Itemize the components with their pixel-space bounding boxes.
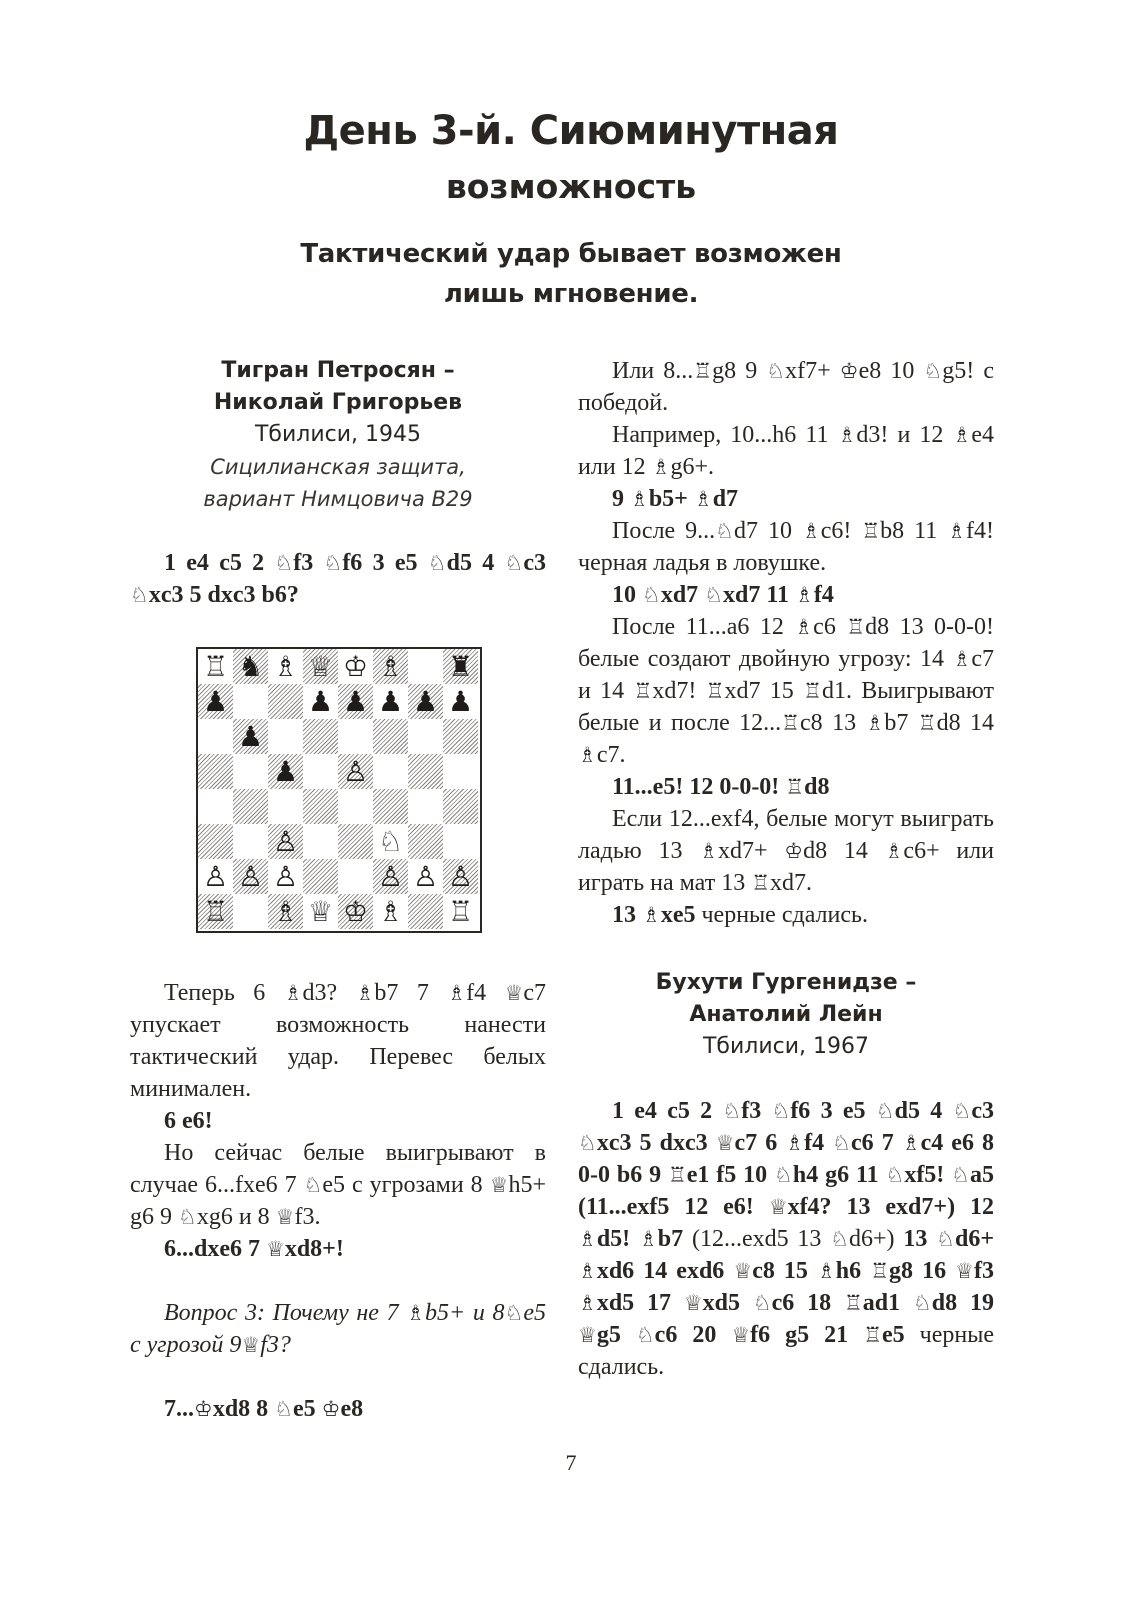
knight-icon: ♘ bbox=[830, 1227, 850, 1251]
square-h2 bbox=[443, 859, 478, 894]
rook-icon: ♖ bbox=[633, 679, 653, 703]
bishop-icon: ♗ bbox=[794, 615, 814, 639]
square-b6 bbox=[233, 719, 268, 754]
square-d8 bbox=[303, 649, 338, 684]
rook-icon: ♖ bbox=[843, 1291, 863, 1315]
white-bishop-icon: ♗ bbox=[377, 649, 404, 683]
commentary-paragraph: Или 8...♖g8 9 ♘xf7+ ♔e8 10 ♘g5! с победой. bbox=[578, 358, 995, 416]
subtitle-line1: Тактический удар бывает возможен bbox=[300, 239, 842, 269]
rook-icon: ♖ bbox=[785, 775, 805, 799]
game2-result: черные сдались. bbox=[578, 1322, 995, 1380]
square-e1 bbox=[338, 894, 373, 929]
queen-icon: ♕ bbox=[266, 1237, 285, 1261]
square-b1 bbox=[233, 894, 268, 929]
knight-icon: ♘ bbox=[704, 583, 724, 607]
white-queen-icon: ♕ bbox=[307, 894, 334, 928]
square-c6 bbox=[268, 719, 303, 754]
white-rook-icon: ♖ bbox=[202, 894, 229, 928]
white-pawn-icon: ♙ bbox=[412, 859, 439, 893]
commentary-paragraph: Если 12...exf4, белые могут выиграть ладью 13 ♗xd7+ ♔d8 14 ♗c6+ или играть на мат 13 ♖xd7. bbox=[578, 806, 995, 896]
game2-moves bbox=[578, 1095, 994, 1383]
square-b2 bbox=[233, 859, 268, 894]
black-pawn-icon: ♟ bbox=[342, 684, 369, 718]
right-column bbox=[578, 355, 994, 1383]
black-pawn-icon: ♟ bbox=[237, 719, 264, 753]
rook-icon: ♖ bbox=[693, 359, 713, 383]
chapter-subtitle bbox=[0, 234, 1142, 314]
chapter-header bbox=[0, 100, 1142, 314]
square-d2 bbox=[303, 859, 338, 894]
knight-icon: ♘ bbox=[936, 1227, 955, 1251]
queen-icon: ♕ bbox=[578, 1323, 597, 1347]
square-g7 bbox=[408, 684, 443, 719]
square-h6 bbox=[443, 719, 478, 754]
king-icon: ♔ bbox=[194, 1397, 213, 1421]
black-pawn-icon: ♟ bbox=[377, 684, 404, 718]
square-e4 bbox=[338, 789, 373, 824]
knight-icon: ♘ bbox=[885, 1163, 905, 1187]
game2-players-line2: Анатолий Лейн bbox=[689, 1002, 883, 1027]
white-pawn-icon: ♙ bbox=[272, 859, 299, 893]
bishop-icon: ♗ bbox=[406, 1301, 426, 1325]
square-h4 bbox=[443, 789, 478, 824]
square-f7 bbox=[373, 684, 408, 719]
knight-icon: ♘ bbox=[427, 551, 447, 575]
knight-icon: ♘ bbox=[323, 551, 343, 575]
knight-icon: ♘ bbox=[771, 1099, 791, 1123]
square-g3 bbox=[408, 824, 443, 859]
game1-players-line2: Николай Григорьев bbox=[213, 390, 463, 415]
white-rook-icon: ♖ bbox=[202, 649, 229, 683]
bishop-icon: ♗ bbox=[901, 1131, 921, 1155]
subtitle-line2: лишь мгновение. bbox=[443, 279, 699, 309]
white-king-icon: ♔ bbox=[342, 649, 369, 683]
final-move: 13 ♗xe5 bbox=[612, 902, 696, 928]
square-g8 bbox=[408, 649, 443, 684]
knight-icon: ♘ bbox=[274, 551, 294, 575]
black-pawn-icon: ♟ bbox=[202, 684, 229, 718]
square-b3 bbox=[233, 824, 268, 859]
knight-icon: ♘ bbox=[715, 519, 734, 543]
queen-icon: ♕ bbox=[733, 1259, 753, 1283]
knight-icon: ♘ bbox=[766, 359, 786, 383]
square-b5 bbox=[233, 754, 268, 789]
knight-icon: ♘ bbox=[274, 1397, 294, 1421]
bishop-icon: ♗ bbox=[837, 423, 857, 447]
square-c2 bbox=[268, 859, 303, 894]
square-c8 bbox=[268, 649, 303, 684]
bishop-icon: ♗ bbox=[630, 487, 649, 511]
black-pawn-icon: ♟ bbox=[272, 754, 299, 788]
square-a5 bbox=[198, 754, 233, 789]
knight-icon: ♘ bbox=[923, 359, 943, 383]
rook-icon: ♖ bbox=[781, 711, 800, 735]
main-line-move: 10 ♘xd7 ♘xd7 11 ♗f4 bbox=[612, 582, 834, 608]
square-a2 bbox=[198, 859, 233, 894]
knight-icon: ♘ bbox=[642, 583, 661, 607]
knight-icon: ♘ bbox=[178, 1205, 197, 1229]
square-d4 bbox=[303, 789, 338, 824]
white-bishop-icon: ♗ bbox=[272, 894, 299, 928]
square-b7 bbox=[233, 684, 268, 719]
bishop-icon: ♗ bbox=[578, 1259, 597, 1283]
white-pawn-icon: ♙ bbox=[342, 754, 369, 788]
square-d7 bbox=[303, 684, 338, 719]
bishop-icon: ♗ bbox=[355, 981, 375, 1005]
square-f2 bbox=[373, 859, 408, 894]
game2-moves-part2: 13 ♘d6+ ♗xd6 14 exd6 ♕c8 15 ♗h6 ♖g8 16 ♕f3 ♗xd5 17 ♕xd5 ♘c6 18 ♖ad1 ♘d8 19 ♕g5 ♘c6 20 ♕f6 g5 21 ♖e5 bbox=[578, 1226, 994, 1348]
game2-place: Тбилиси, 1967 bbox=[702, 1034, 870, 1059]
chess-diagram bbox=[196, 647, 482, 933]
square-h5 bbox=[443, 754, 478, 789]
knight-icon: ♘ bbox=[130, 583, 149, 607]
square-e5 bbox=[338, 754, 373, 789]
square-c5 bbox=[268, 754, 303, 789]
commentary-paragraph: Но сейчас белые выигрывают в случае 6...fxe6 7 ♘e5 с угрозами 8 ♕h5+ g6 9 ♘xg6 и 8 ♕f3. bbox=[130, 1140, 546, 1230]
knight-icon: ♘ bbox=[951, 1163, 970, 1187]
queen-icon: ♕ bbox=[504, 981, 524, 1005]
game1-final-move bbox=[578, 899, 994, 931]
square-e3 bbox=[338, 824, 373, 859]
chess-board bbox=[198, 649, 478, 929]
chapter-title-line1: День 3-й. Сиюминутная bbox=[303, 108, 839, 154]
square-h8 bbox=[443, 649, 478, 684]
bishop-icon: ♗ bbox=[693, 487, 713, 511]
square-a7 bbox=[198, 684, 233, 719]
bishop-icon: ♗ bbox=[952, 423, 972, 447]
knight-icon: ♘ bbox=[303, 1173, 323, 1197]
knight-icon: ♘ bbox=[832, 1131, 851, 1155]
bishop-icon: ♗ bbox=[578, 1291, 597, 1315]
rook-icon: ♖ bbox=[863, 1323, 883, 1347]
square-c3 bbox=[268, 824, 303, 859]
white-bishop-icon: ♗ bbox=[377, 894, 404, 928]
white-knight-icon: ♘ bbox=[377, 824, 404, 858]
bishop-icon: ♗ bbox=[447, 981, 467, 1005]
bishop-icon: ♗ bbox=[801, 519, 821, 543]
knight-icon: ♘ bbox=[722, 1099, 742, 1123]
white-pawn-icon: ♙ bbox=[237, 859, 264, 893]
bishop-icon: ♗ bbox=[952, 647, 972, 671]
queen-icon: ♕ bbox=[683, 1291, 703, 1315]
bishop-icon: ♗ bbox=[651, 455, 671, 479]
square-e8 bbox=[338, 649, 373, 684]
game1-header bbox=[130, 355, 546, 515]
square-a4 bbox=[198, 789, 233, 824]
white-pawn-icon: ♙ bbox=[272, 824, 299, 858]
square-e7 bbox=[338, 684, 373, 719]
queen-icon: ♕ bbox=[768, 1195, 788, 1219]
knight-icon: ♘ bbox=[774, 1163, 793, 1187]
white-bishop-icon: ♗ bbox=[272, 649, 299, 683]
square-b8 bbox=[233, 649, 268, 684]
rook-icon: ♖ bbox=[803, 679, 822, 703]
game1-opening-line2: вариант Нимцовича B29 bbox=[203, 487, 473, 511]
square-a8 bbox=[198, 649, 233, 684]
knight-icon: ♘ bbox=[875, 1099, 895, 1123]
queen-icon: ♕ bbox=[715, 1131, 735, 1155]
king-icon: ♔ bbox=[321, 1397, 341, 1421]
square-f1 bbox=[373, 894, 408, 929]
square-h1 bbox=[443, 894, 478, 929]
white-rook-icon: ♖ bbox=[447, 894, 474, 928]
rook-icon: ♖ bbox=[861, 519, 881, 543]
bishop-icon: ♗ bbox=[795, 583, 814, 607]
square-f3 bbox=[373, 824, 408, 859]
black-rook-icon: ♜ bbox=[447, 649, 474, 683]
knight-icon: ♘ bbox=[504, 551, 524, 575]
commentary-paragraph: После 9...♘d7 10 ♗c6! ♖b8 11 ♗f4! черная ладья в ловушке. bbox=[578, 518, 994, 576]
knight-icon: ♘ bbox=[578, 1131, 597, 1155]
bishop-icon: ♗ bbox=[578, 1227, 597, 1251]
square-g6 bbox=[408, 719, 443, 754]
chapter-title-line2: возможность bbox=[445, 167, 697, 206]
rook-icon: ♖ bbox=[667, 1163, 687, 1187]
bishop-icon: ♗ bbox=[699, 839, 719, 863]
bishop-icon: ♗ bbox=[578, 743, 597, 767]
square-d5 bbox=[303, 754, 338, 789]
game1-opening-moves: 1 e4 c5 2 ♘f3 ♘f6 3 e5 ♘d5 4 ♘c3 ♘xc3 5 dxc3 b6? bbox=[130, 550, 546, 608]
queen-icon: ♕ bbox=[731, 1323, 751, 1347]
square-h3 bbox=[443, 824, 478, 859]
main-line-move: 6...dxe6 7 ♕xd8+! bbox=[164, 1236, 344, 1262]
commentary-paragraph: Теперь 6 ♗d3? ♗b7 7 ♗f4 ♕c7 упускает возможность нанести тактический удар. Перевес белых минимален. bbox=[130, 980, 546, 1102]
king-icon: ♔ bbox=[839, 359, 859, 383]
main-line-move: 9 ♗b5+ ♗d7 bbox=[612, 486, 739, 512]
knight-icon: ♘ bbox=[752, 1291, 772, 1315]
bishop-icon: ♗ bbox=[865, 711, 885, 735]
square-d6 bbox=[303, 719, 338, 754]
black-pawn-icon: ♟ bbox=[447, 684, 474, 718]
white-pawn-icon: ♙ bbox=[377, 859, 404, 893]
result-text: черные сдались. bbox=[695, 902, 868, 928]
game1-players-line1: Тигран Петросян – bbox=[221, 358, 455, 383]
square-d1 bbox=[303, 894, 338, 929]
square-e2 bbox=[338, 859, 373, 894]
knight-icon: ♘ bbox=[952, 1099, 972, 1123]
game2-moves-part1: 1 e4 c5 2 ♘f3 ♘f6 3 e5 ♘d5 4 ♘c3 ♘xc3 5 dxc3 ♕c7 6 ♗f4 ♘c6 7 ♗c4 e6 8 0-0 b6 9 ♖e1 f5 10 ♘h4 g6 11 ♘xf5! ♘a5 (11...exf5 12 e6! ♕xf4? 13 exd7+) 12 ♗d5! ♗b7 bbox=[578, 1098, 995, 1252]
square-a3 bbox=[198, 824, 233, 859]
king-icon: ♔ bbox=[784, 839, 804, 863]
rook-icon: ♖ bbox=[917, 711, 937, 735]
main-line-move: 11...e5! 12 0-0-0! ♖d8 bbox=[612, 774, 830, 800]
square-a6 bbox=[198, 719, 233, 754]
square-g2 bbox=[408, 859, 443, 894]
queen-icon: ♕ bbox=[489, 1173, 509, 1197]
queen-icon: ♕ bbox=[955, 1259, 974, 1283]
main-line-move: 6 e6! bbox=[164, 1108, 213, 1134]
game2-players-line1: Бухути Гургенидзе – bbox=[655, 970, 917, 995]
rook-icon: ♖ bbox=[870, 1259, 890, 1283]
bishop-icon: ♗ bbox=[816, 1259, 836, 1283]
square-c1 bbox=[268, 894, 303, 929]
square-g1 bbox=[408, 894, 443, 929]
square-f5 bbox=[373, 754, 408, 789]
bishop-icon: ♗ bbox=[642, 903, 661, 927]
square-c7 bbox=[268, 684, 303, 719]
rook-icon: ♖ bbox=[846, 615, 866, 639]
knight-icon: ♘ bbox=[912, 1291, 932, 1315]
black-knight-icon: ♞ bbox=[237, 649, 264, 683]
square-f6 bbox=[373, 719, 408, 754]
bishop-icon: ♗ bbox=[947, 519, 967, 543]
knight-icon: ♘ bbox=[635, 1323, 655, 1347]
white-pawn-icon: ♙ bbox=[202, 859, 229, 893]
square-b4 bbox=[233, 789, 268, 824]
square-e6 bbox=[338, 719, 373, 754]
left-column bbox=[130, 355, 546, 1425]
queen-icon: ♕ bbox=[241, 1333, 261, 1357]
square-a1 bbox=[198, 894, 233, 929]
white-queen-icon: ♕ bbox=[307, 649, 334, 683]
bishop-icon: ♗ bbox=[638, 1227, 658, 1251]
square-g5 bbox=[408, 754, 443, 789]
black-pawn-icon: ♟ bbox=[307, 684, 334, 718]
bishop-icon: ♗ bbox=[785, 1131, 805, 1155]
rook-icon: ♖ bbox=[751, 871, 771, 895]
square-d3 bbox=[303, 824, 338, 859]
game2-header bbox=[578, 967, 994, 1063]
knight-icon: ♘ bbox=[504, 1301, 524, 1325]
bishop-icon: ♗ bbox=[283, 981, 303, 1005]
main-line-move: 7...♔xd8 8 ♘e5 ♔e8 bbox=[164, 1396, 364, 1422]
commentary-paragraph: Например, 10...h6 11 ♗d3! и 12 ♗e4 или 12 ♗g6+. bbox=[578, 422, 994, 480]
queen-icon: ♕ bbox=[275, 1205, 295, 1229]
commentary-paragraph: После 11...a6 12 ♗c6 ♖d8 13 0-0-0! белые создают двойную угрозу: 14 ♗c7 и 14 ♖xd7! ♖xd7 15 ♖d1. Выигрывают белые и после 12...♖c8 13 ♗b7 ♖d8 14 ♗c7. bbox=[578, 614, 995, 768]
square-f8 bbox=[373, 649, 408, 684]
white-pawn-icon: ♙ bbox=[447, 859, 474, 893]
square-f4 bbox=[373, 789, 408, 824]
game1-opening-line1: Сицилианская защита, bbox=[210, 455, 466, 479]
bishop-icon: ♗ bbox=[884, 839, 904, 863]
game2-variation: (12...exd5 13 ♘d6+) bbox=[691, 1226, 895, 1252]
page-number: 7 bbox=[565, 1450, 577, 1475]
square-c4 bbox=[268, 789, 303, 824]
rook-icon: ♖ bbox=[705, 679, 725, 703]
square-g4 bbox=[408, 789, 443, 824]
square-h7 bbox=[443, 684, 478, 719]
question-3: Вопрос 3: Почему не 7 ♗b5+ и 8♘e5 с угрозой 9♕f3? bbox=[130, 1300, 546, 1358]
white-king-icon: ♔ bbox=[342, 894, 369, 928]
game1-place: Тбилиси, 1945 bbox=[254, 422, 422, 447]
black-pawn-icon: ♟ bbox=[412, 684, 439, 718]
